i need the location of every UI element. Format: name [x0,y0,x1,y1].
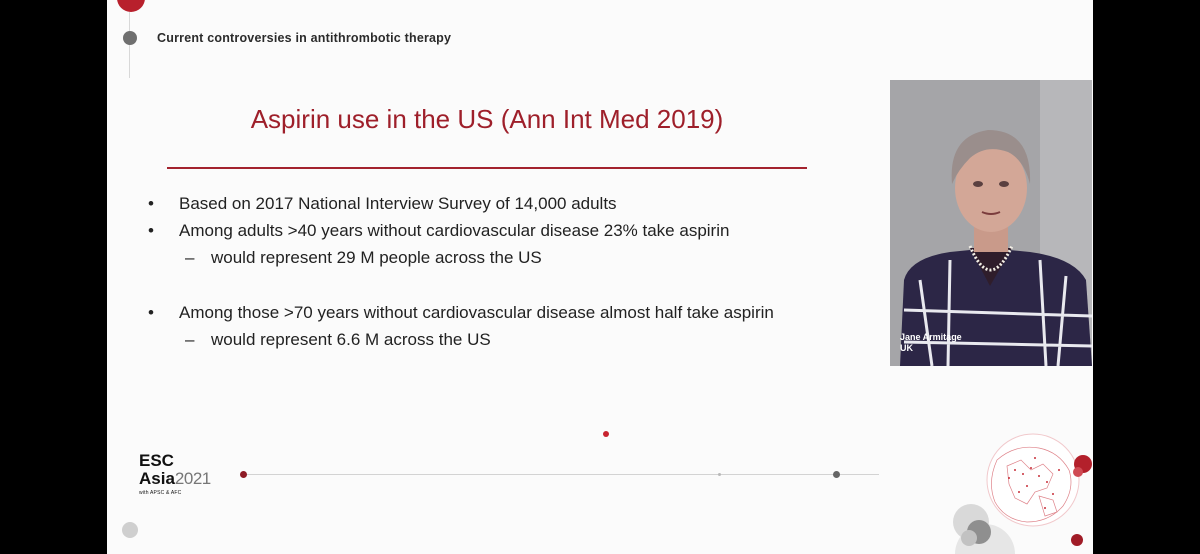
speaker-caption [900,332,962,354]
speaker-video [890,80,1092,366]
sub-bullet-item [147,326,827,353]
progress-start-dot [240,471,247,478]
sub-bullet-text: would represent 6.6 M across the US [211,330,491,349]
bullet-mark: • [148,221,154,240]
bullet-item [147,190,827,217]
bullet-list [147,190,827,353]
session-title: Current controversies in antithrombotic therapy [157,31,452,45]
decorative-grey-dot [122,522,138,538]
logo-esc-text: ESC [139,451,174,470]
progress-mid-dot [718,473,721,476]
title-underline [167,167,807,169]
esc-asia-logo [139,452,211,496]
logo-asia-text: Asia [139,469,175,488]
speaker-name: Jane Armitage [900,332,962,342]
speaker-location: UK [900,343,913,353]
progress-end-dot [833,471,840,478]
bullet-mark: • [148,303,154,322]
logo-tagline: with APSC & AFC [139,490,182,496]
sub-bullet-item [147,244,827,271]
bullet-text: Among adults >40 years without cardiovascular disease 23% take aspirin [179,221,730,240]
bullet-text: Among those >70 years without cardiovascular disease almost half take aspirin [179,303,774,322]
bullet-item [147,299,827,326]
slide-title: Aspirin use in the US (Ann Int Med 2019) [250,104,724,134]
header-divider-line [129,12,130,78]
sub-bullet-mark: – [185,330,195,349]
pointer-dot [603,431,609,437]
decorative-red-dot [117,0,145,12]
sub-bullet-mark: – [185,248,195,267]
header-bullet-dot [123,31,137,45]
bullet-text: Based on 2017 National Interview Survey of 14,000 adults [179,194,617,213]
logo-year-text: 2021 [174,469,211,488]
progress-line [243,474,879,475]
speaker-silhouette [890,80,1092,366]
bullet-item [147,217,827,244]
globe-map-icon [935,430,1093,554]
sub-bullet-text: would represent 29 M people across the US [211,248,542,267]
bullet-mark: • [148,194,154,213]
